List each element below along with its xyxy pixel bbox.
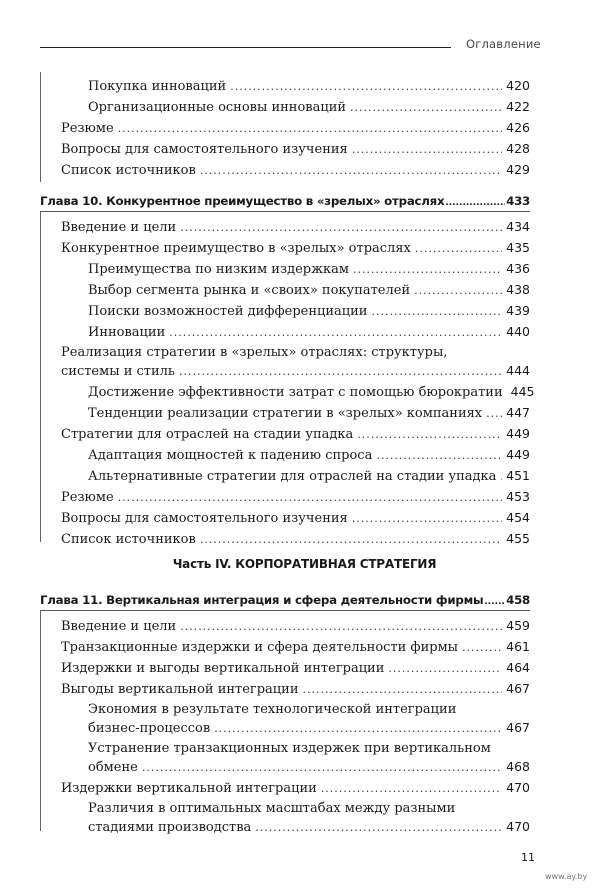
toc-entry-first-line: Устранение транзакционных издержек при вертикальном [88,741,491,756]
toc-entry-first-line: Экономия в результате технологической интеграции [88,702,457,717]
toc-entry: Тенденции реализации стратегии в «зрелых» компаниях ..... 447 [0,404,609,423]
toc-entry: Конкурентное преимущество в «зрелых» отраслях ..... 435 [0,239,609,258]
chapter-heading: Глава 10. Конкурентное преимущество в «зрелых» отраслях ..... 433 [40,194,530,208]
toc-entry: Издержки и выгоды вертикальной интеграции ..... 464 [0,659,609,678]
running-header: Оглавление [466,37,541,51]
toc-entry: Резюме ..... 453 [0,488,609,507]
toc-entry: Список источников ..... 455 [0,530,609,549]
toc-entry: Вопросы для самостоятельного изучения ..... 454 [0,509,609,528]
part-heading: Часть IV. КОРПОРАТИВНАЯ СТРАТЕГИЯ [172,557,437,571]
toc-entry: Покупка инноваций ..... 420 [0,77,609,96]
toc-entry: Издержки вертикальной интеграции ..... 470 [0,779,609,798]
toc-entry: Поиски возможностей дифференциации ..... 439 [0,302,609,321]
toc-entry: Вопросы для самостоятельного изучения ..... 428 [0,140,609,159]
page-number: 11 [521,851,535,864]
toc-entry: Адаптация мощностей к падению спроса ..... 449 [0,446,609,465]
toc-entry: Альтернативные стратегии для отраслей на стадии упадка ..... 451 [0,467,609,486]
toc-entry: Введение и цели ..... 459 [0,617,609,636]
toc-entry: Выгоды вертикальной интеграции ..... 467 [0,680,609,699]
toc-entry: Транзакционные издержки и сфера деятельности фирмы ..... 461 [0,638,609,657]
toc-entry: бизнес-процессов ..... 467 [0,719,609,738]
toc-entry: обмене ..... 468 [0,758,609,777]
chapter-heading: Глава 11. Вертикальная интеграция и сфера деятельности фирмы ..... 458 [40,593,530,607]
toc-entry: Выбор сегмента рынка и «своих» покупателей ..... 438 [0,281,609,300]
toc-entry: Инновации ..... 440 [0,323,609,342]
toc-entry: системы и стиль ..... 444 [0,362,609,381]
header-rule [40,47,451,48]
toc-entry: Резюме ..... 426 [0,119,609,138]
toc-entry: Введение и цели ..... 434 [0,218,609,237]
chapter-rule [40,211,530,212]
toc-entry-first-line: Различия в оптимальных масштабах между разными [88,801,456,816]
toc-entry: Организационные основы инноваций ..... 422 [0,98,609,117]
chapter-rule [40,610,530,611]
toc-entry: Стратегии для отраслей на стадии упадка ..... 449 [0,425,609,444]
watermark: www.ay.by [545,872,588,881]
toc-entry: Список источников ..... 429 [0,161,609,180]
toc-entry: Преимущества по низким издержкам ..... 436 [0,260,609,279]
toc-entry-first-line: Реализация стратегии в «зрелых» отраслях: структуры, [61,345,448,360]
toc-entry: Достижение эффективности затрат с помощью бюрократии 445 [88,384,535,400]
toc-entry: стадиями производства ..... 470 [0,818,609,837]
